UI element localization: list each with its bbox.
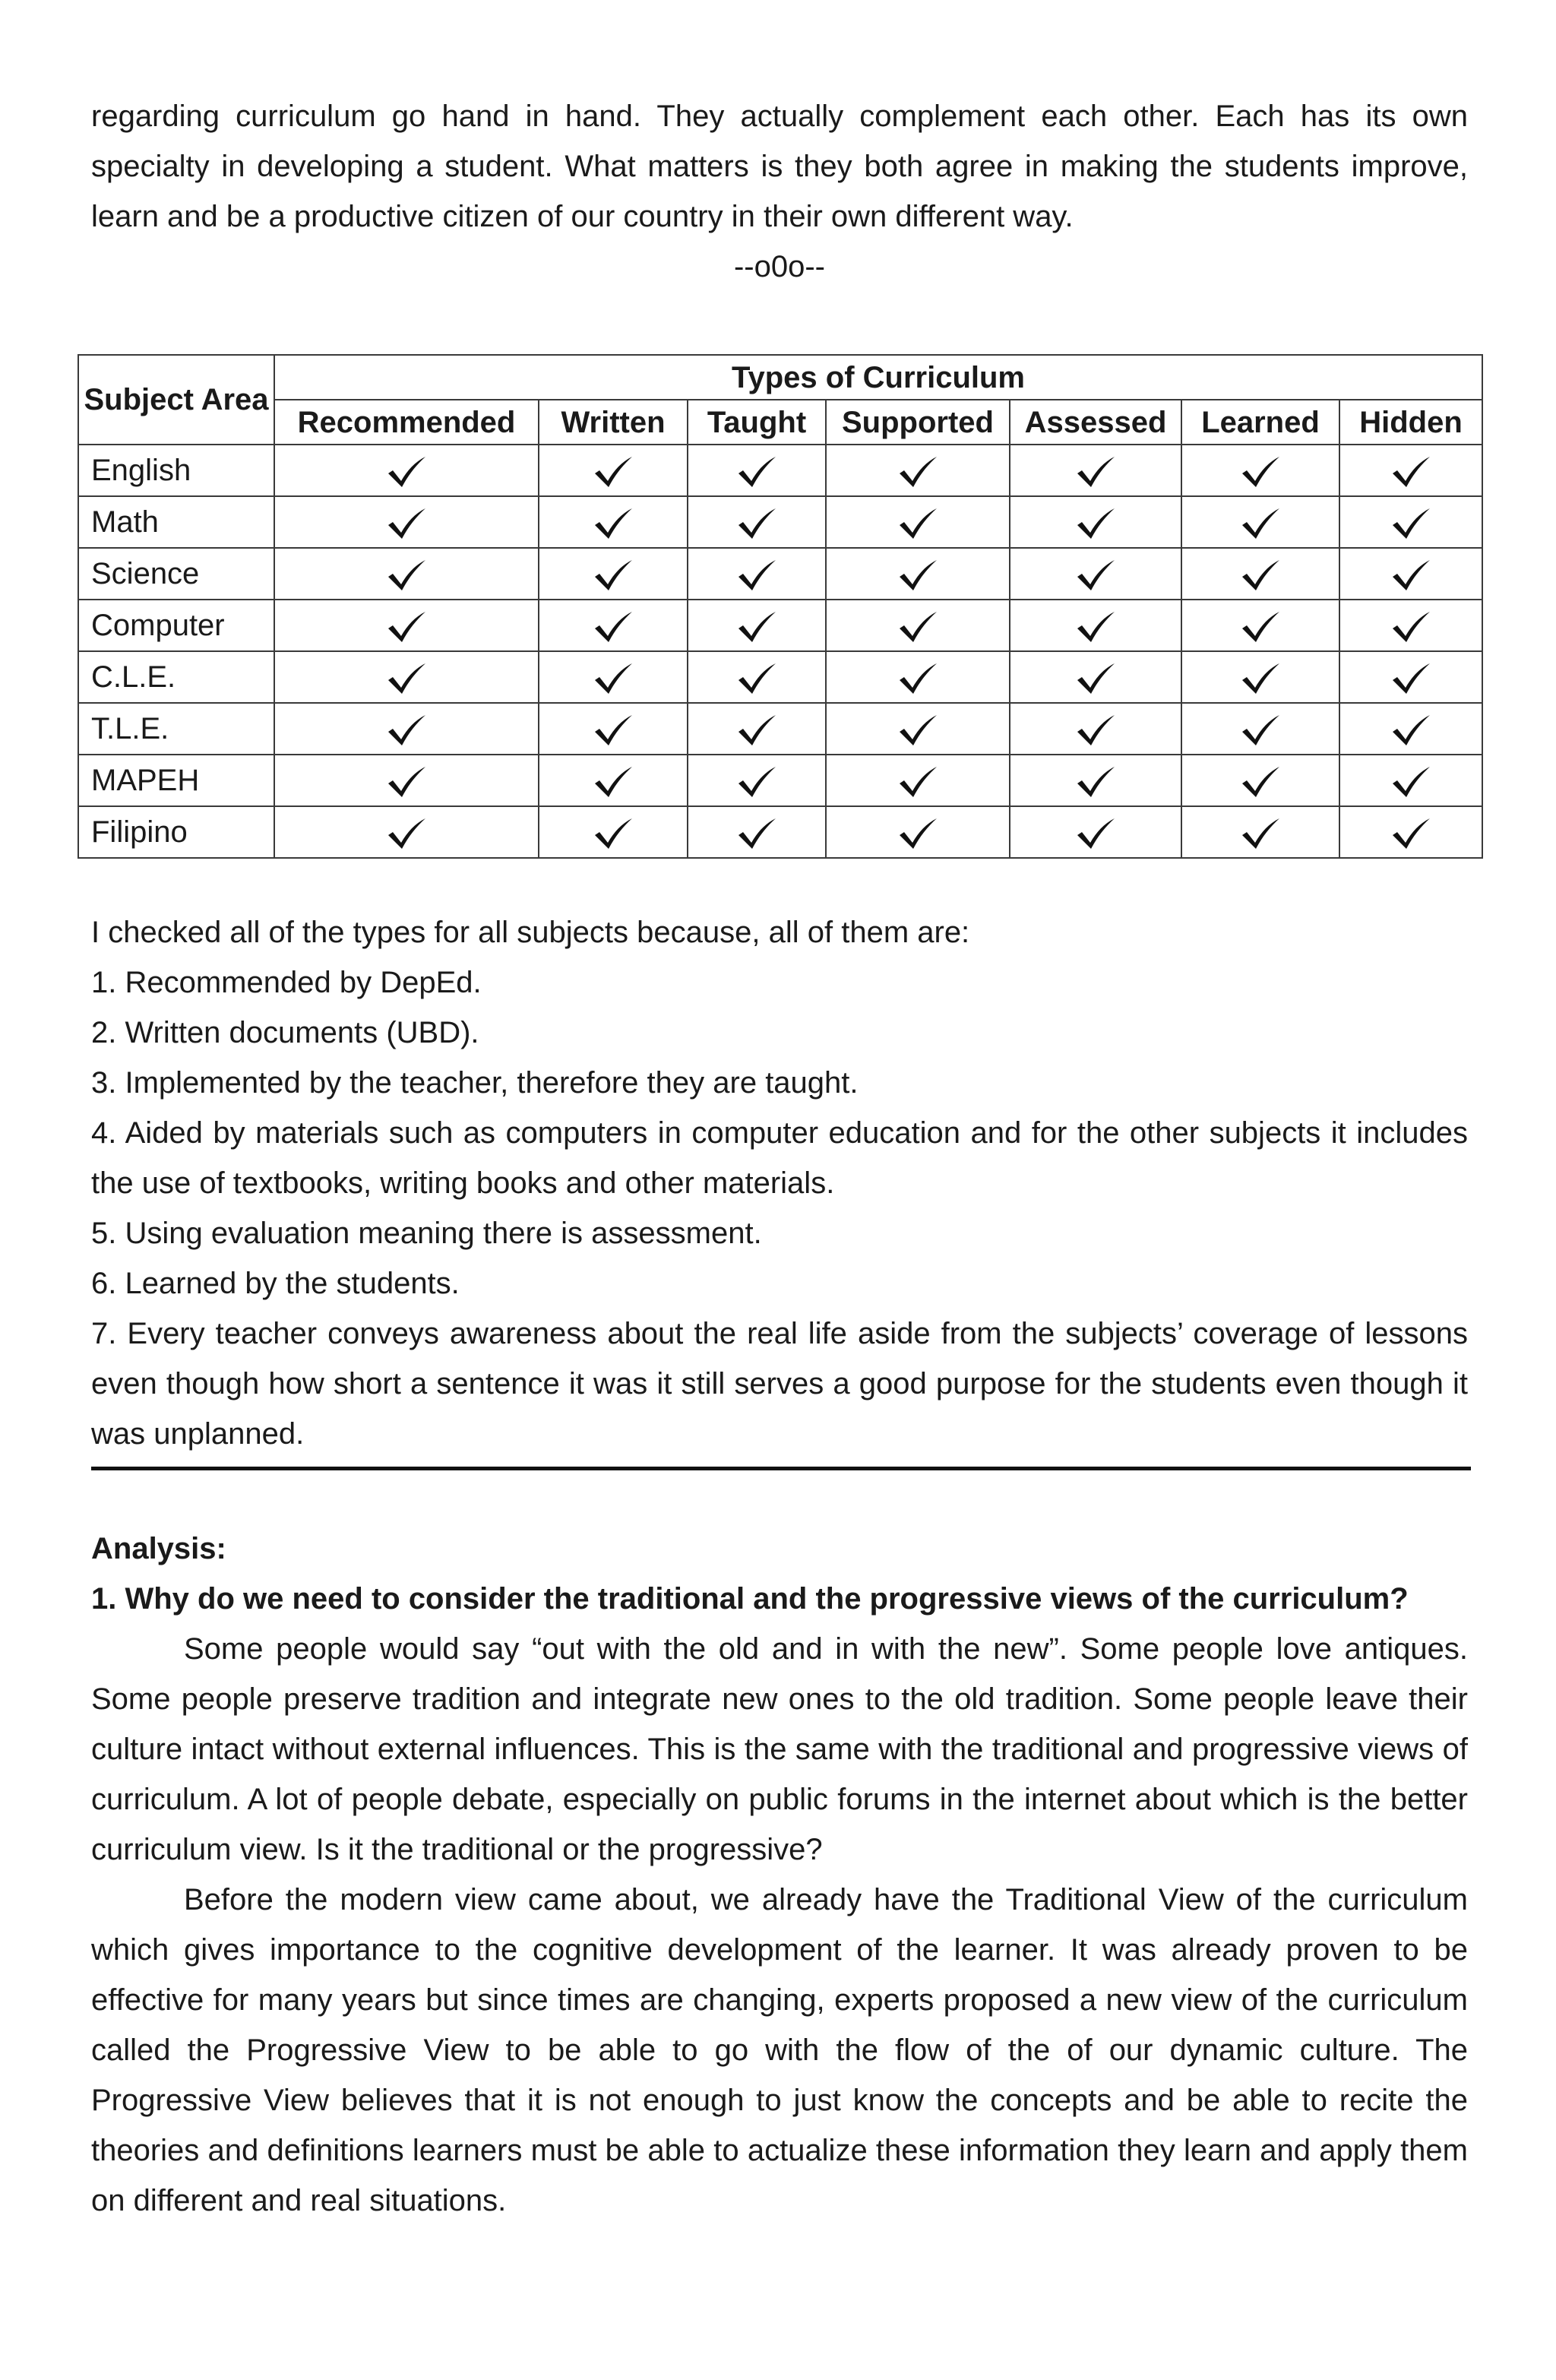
horizontal-divider (91, 1467, 1471, 1470)
checkmark-icon (736, 662, 777, 695)
checkmark-icon (1240, 765, 1281, 799)
table-row (78, 755, 1482, 806)
check-cell (1181, 703, 1339, 755)
check-cell (688, 496, 826, 548)
subject-area-header: Subject Area (78, 355, 274, 445)
subject-cell: C.L.E. (78, 651, 274, 703)
check-cell (274, 651, 539, 703)
checkmark-icon (386, 817, 427, 850)
checkmark-icon (1075, 662, 1116, 695)
checkmark-icon (897, 817, 938, 850)
check-cell (826, 600, 1010, 651)
check-cell (274, 445, 539, 496)
column-header-written: Written (539, 400, 688, 445)
checkmark-icon (1075, 455, 1116, 489)
checkmark-icon (1390, 559, 1431, 592)
checkmark-icon (593, 714, 634, 747)
check-cell (539, 755, 688, 806)
checkmark-icon (897, 765, 938, 799)
checkmark-icon (1240, 817, 1281, 850)
curriculum-table (77, 354, 1483, 859)
checkmark-icon (593, 610, 634, 644)
check-cell (274, 806, 539, 858)
check-cell (539, 703, 688, 755)
checkmark-icon (736, 610, 777, 644)
check-cell (688, 445, 826, 496)
check-cell (539, 600, 688, 651)
explanation-item: 2. Written documents (UBD). (91, 1016, 479, 1049)
checkmark-icon (897, 507, 938, 540)
table-row (78, 445, 1482, 496)
check-cell (688, 600, 826, 651)
checkmark-icon (386, 610, 427, 644)
explanation-list (91, 957, 1468, 1459)
checkmark-icon (897, 662, 938, 695)
check-cell (688, 548, 826, 600)
check-cell (1339, 496, 1482, 548)
check-cell (539, 806, 688, 858)
check-cell (1339, 755, 1482, 806)
check-cell (688, 755, 826, 806)
check-cell (1010, 600, 1181, 651)
document-page (84, 91, 1468, 2226)
explanation-item: 3. Implemented by the teacher, therefore they are taught. (91, 1066, 859, 1100)
checkmark-icon (897, 610, 938, 644)
checkmark-icon (1075, 817, 1116, 850)
check-cell (826, 548, 1010, 600)
check-cell (1181, 651, 1339, 703)
checkmark-icon (593, 559, 634, 592)
check-cell (826, 651, 1010, 703)
column-header-supported: Supported (826, 400, 1010, 445)
checkmark-icon (1075, 765, 1116, 799)
table-row (78, 548, 1482, 600)
checkmark-icon (1240, 714, 1281, 747)
check-cell (1010, 445, 1181, 496)
checkmark-icon (593, 455, 634, 489)
analysis-paragraph-2: Before the modern view came about, we already have the Traditional View of the curriculum which gives importance to the cognitive development of the learner. It was already proven to be effective for many years but since times are changing, experts proposed a new view of the curriculum called the Progressive View to be able to go with the flow of the of our dynamic culture. The Progressive View believes that it is not enough to just know the concepts and be able to recite the theories and definitions learners must be able to actualize these information they learn and apply them on different and real situations. (91, 1883, 1468, 2217)
checkmark-icon (1390, 817, 1431, 850)
check-cell (539, 651, 688, 703)
explanation-lead: I checked all of the types for all subjects because, all of them are: (91, 916, 970, 949)
check-cell (1339, 548, 1482, 600)
subject-cell: MAPEH (78, 755, 274, 806)
check-cell (688, 651, 826, 703)
check-cell (1339, 651, 1482, 703)
checkmark-icon (593, 817, 634, 850)
checkmark-icon (736, 559, 777, 592)
check-cell (1181, 496, 1339, 548)
explanation-item: 1. Recommended by DepEd. (91, 966, 482, 999)
checkmark-icon (1240, 507, 1281, 540)
checkmark-icon (386, 559, 427, 592)
checkmark-icon (1390, 610, 1431, 644)
check-cell (1181, 548, 1339, 600)
subject-cell: Science (78, 548, 274, 600)
check-cell (1339, 445, 1482, 496)
check-cell (539, 548, 688, 600)
check-cell (274, 755, 539, 806)
checkmark-icon (1240, 610, 1281, 644)
check-cell (1010, 496, 1181, 548)
column-header-recommended: Recommended (274, 400, 539, 445)
check-cell (274, 703, 539, 755)
checkmark-icon (736, 507, 777, 540)
checkmark-icon (1390, 662, 1431, 695)
column-header-assessed: Assessed (1010, 400, 1181, 445)
check-cell (1181, 600, 1339, 651)
check-cell (539, 445, 688, 496)
analysis-question: 1. Why do we need to consider the traditional and the progressive views of the curriculum? (91, 1582, 1409, 1616)
checkmark-icon (1075, 559, 1116, 592)
checkmark-icon (736, 714, 777, 747)
check-cell (826, 703, 1010, 755)
checkmark-icon (386, 714, 427, 747)
check-cell (539, 496, 688, 548)
column-header-hidden: Hidden (1339, 400, 1482, 445)
checkmark-icon (1240, 559, 1281, 592)
checkmark-icon (1390, 714, 1431, 747)
check-cell (1339, 806, 1482, 858)
check-cell (1181, 806, 1339, 858)
check-cell (274, 496, 539, 548)
checkmark-icon (1075, 610, 1116, 644)
check-cell (1339, 600, 1482, 651)
check-cell (1010, 651, 1181, 703)
checkmark-icon (386, 507, 427, 540)
subject-cell: English (78, 445, 274, 496)
checkmark-icon (1240, 455, 1281, 489)
table-row (78, 496, 1482, 548)
checkmark-icon (386, 765, 427, 799)
table-row (78, 703, 1482, 755)
explanation-item: 5. Using evaluation meaning there is assessment. (91, 1217, 762, 1250)
analysis-paragraph-1: Some people would say “out with the old and in with the new”. Some people love antiques. Some people preserve tradition and integrate new ones to the old tradition. Some people leave their culture intact without external influences. This is the same with the traditional and progressive views of curriculum. A lot of people debate, especially on public forums in the internet about which is the better curriculum view. Is it the traditional or the progressive? (91, 1632, 1468, 1866)
checkmark-icon (736, 817, 777, 850)
subject-cell: Computer (78, 600, 274, 651)
analysis-heading: Analysis: (91, 1532, 226, 1565)
check-cell (1010, 703, 1181, 755)
explanation-item: 4. Aided by materials such as computers in computer education and for the other subjects it includes the use of textbooks, writing books and other materials. (91, 1116, 1468, 1200)
checkmark-icon (386, 662, 427, 695)
table-row (78, 806, 1482, 858)
column-header-taught: Taught (688, 400, 826, 445)
column-header-learned: Learned (1181, 400, 1339, 445)
checkmark-icon (897, 714, 938, 747)
table-row (78, 651, 1482, 703)
check-cell (826, 755, 1010, 806)
types-of-curriculum-header: Types of Curriculum (274, 355, 1482, 400)
checkmark-icon (593, 662, 634, 695)
checkmark-icon (1075, 507, 1116, 540)
checkmark-icon (736, 455, 777, 489)
check-cell (826, 445, 1010, 496)
checkmark-icon (1390, 455, 1431, 489)
check-cell (274, 548, 539, 600)
check-cell (1010, 806, 1181, 858)
explanation-item: 7. Every teacher conveys awareness about the real life aside from the subjects’ coverage of lessons even though how short a sentence it was it still serves a good purpose for the students even though it was unplanned. (91, 1317, 1468, 1451)
checkmark-icon (1075, 714, 1116, 747)
intro-paragraph: regarding curriculum go hand in hand. They actually complement each other. Each has its own specialty in developing a student. What matters is they both agree in making the students improve, learn and be a productive citizen of our country in their own different way. (91, 100, 1468, 233)
subject-cell: Math (78, 496, 274, 548)
checkmark-icon (897, 559, 938, 592)
checkmark-icon (593, 765, 634, 799)
check-cell (1010, 755, 1181, 806)
checkmark-icon (1390, 507, 1431, 540)
check-cell (826, 806, 1010, 858)
checkmark-icon (736, 765, 777, 799)
checkmark-icon (386, 455, 427, 489)
check-cell (274, 600, 539, 651)
checkmark-icon (897, 455, 938, 489)
check-cell (688, 806, 826, 858)
check-cell (1181, 445, 1339, 496)
checkmark-icon (1240, 662, 1281, 695)
check-cell (826, 496, 1010, 548)
checkmark-icon (1390, 765, 1431, 799)
check-cell (1181, 755, 1339, 806)
explanation-item: 6. Learned by the students. (91, 1267, 460, 1300)
check-cell (688, 703, 826, 755)
section-separator: --o0o-- (733, 250, 826, 283)
check-cell (1339, 703, 1482, 755)
subject-cell: T.L.E. (78, 703, 274, 755)
check-cell (1010, 548, 1181, 600)
subject-cell: Filipino (78, 806, 274, 858)
checkmark-icon (593, 507, 634, 540)
table-row (78, 600, 1482, 651)
